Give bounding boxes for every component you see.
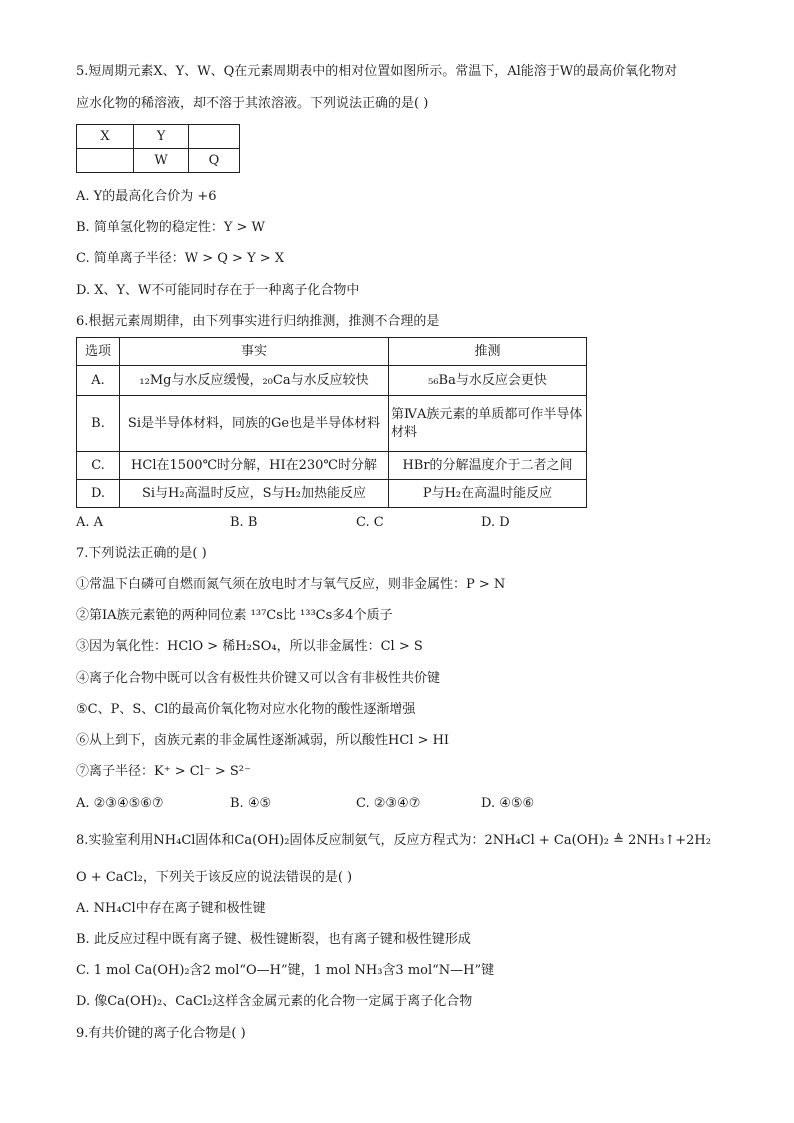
q7-stem: 7.下列说法正确的是( ) — [76, 546, 207, 561]
q6-option-d: D. D — [481, 515, 510, 530]
q7-option-d: D. ④⑤⑥ — [481, 796, 535, 811]
q6-option-c: C. C — [356, 515, 384, 530]
q8-stem-line1: 8.实验室利用NH₄Cl固体和Ca(OH)₂固体反应制氨气，反应方程式为：2NH₄Cl + Ca(OH)₂ ≜ 2NH₃↑+2H₂ — [76, 833, 711, 848]
table-cell: B. — [77, 396, 120, 452]
q6-option-b: B. B — [230, 515, 258, 530]
table-row — [77, 480, 587, 508]
q6-stem: 6.根据元素周期律，由下列事实进行归纳推测，推测不合理的是 — [76, 314, 440, 329]
table-cell: Y — [134, 125, 189, 149]
table-row — [77, 396, 587, 452]
q8-option-b: B. 此反应过程中既有离子键、极性键断裂，也有离子键和极性键形成 — [76, 932, 471, 947]
q5-stem-line1: 5.短周期元素X、Y、W、Q在元素周期表中的相对位置如图所示。常温下，Al能溶于W的最高价氧化物对 — [76, 64, 678, 79]
q8-stem-line2: O + CaCl₂，下列关于该反应的说法错误的是( ) — [76, 870, 353, 885]
q5-option-c: C. 简单离子半径：W > Q > Y > X — [76, 251, 285, 266]
table-header: 选项 — [77, 338, 120, 366]
table-cell: ₅₆Ba与水反应会更快 — [389, 366, 587, 396]
q7-statement-5: ⑤C、P、S、Cl的最高价氧化物对应水化物的酸性逐渐增强 — [76, 702, 416, 717]
q8-option-d: D. 像Ca(OH)₂、CaCl₂这样含金属元素的化合物一定属于离子化合物 — [76, 994, 473, 1009]
table-cell: Si与H₂高温时反应，S与H₂加热能反应 — [120, 480, 389, 508]
table-cell: D. — [77, 480, 120, 508]
table-cell: 第ⅣA族元素的单质都可作半导体材料 — [389, 396, 587, 452]
q6-table — [76, 337, 587, 508]
table-cell: A. — [77, 366, 120, 396]
q8-option-c: C. 1 mol Ca(OH)₂含2 mol“O—H”键，1 mol NH₃含3 mol“N—H”键 — [76, 963, 495, 978]
table-cell: P与H₂在高温时能反应 — [389, 480, 587, 508]
q7-option-b: B. ④⑤ — [230, 796, 272, 811]
table-cell — [189, 125, 240, 149]
table-cell: X — [77, 125, 134, 149]
table-cell: Q — [189, 149, 240, 173]
periodic-position-table — [76, 124, 240, 173]
q9-stem: 9.有共价键的离子化合物是( ) — [76, 1026, 246, 1041]
table-header: 推测 — [389, 338, 587, 366]
q7-statement-7: ⑦离子半径：K⁺ > Cl⁻ > S²⁻ — [76, 764, 251, 779]
table-cell: HCl在1500℃时分解，HI在230℃时分解 — [120, 452, 389, 480]
q7-statement-3: ③因为氧化性：HClO > 稀H₂SO₄，所以非金属性：Cl > S — [76, 639, 423, 654]
q8-option-a: A. NH₄Cl中存在离子键和极性键 — [76, 901, 266, 916]
table-row — [77, 366, 587, 396]
q7-option-c: C. ②③④⑦ — [356, 796, 421, 811]
table-cell: C. — [77, 452, 120, 480]
q5-option-b: B. 简单氢化物的稳定性：Y > W — [76, 220, 265, 235]
q7-statement-1: ①常温下白磷可自燃而氮气须在放电时才与氧气反应，则非金属性：P > N — [76, 577, 506, 592]
q6-option-a: A. A — [76, 515, 104, 530]
table-cell — [77, 149, 134, 173]
table-cell: Si是半导体材料，同族的Ge也是半导体材料 — [120, 396, 389, 452]
table-cell: ₁₂Mg与水反应缓慢，₂₀Ca与水反应较快 — [120, 366, 389, 396]
q5-option-a: A. Y的最高化合价为 +6 — [76, 189, 217, 204]
q7-option-a: A. ②③④⑤⑥⑦ — [76, 796, 164, 811]
table-cell: W — [134, 149, 189, 173]
q5-stem-line2: 应水化物的稀溶液，却不溶于其浓溶液。下列说法正确的是( ) — [76, 96, 429, 111]
table-header: 事实 — [120, 338, 389, 366]
table-cell: HBr的分解温度介于二者之间 — [389, 452, 587, 480]
q5-option-d: D. X、Y、W不可能同时存在于一种离子化合物中 — [76, 283, 360, 298]
q7-statement-4: ④离子化合物中既可以含有极性共价键又可以含有非极性共价键 — [76, 671, 441, 686]
q7-statement-6: ⑥从上到下，卤族元素的非金属性逐渐减弱，所以酸性HCl > HI — [76, 733, 450, 748]
table-row — [77, 452, 587, 480]
q7-statement-2: ②第IA族元素铯的两种同位素 ¹³⁷Cs比 ¹³³Cs多4个质子 — [76, 608, 393, 623]
